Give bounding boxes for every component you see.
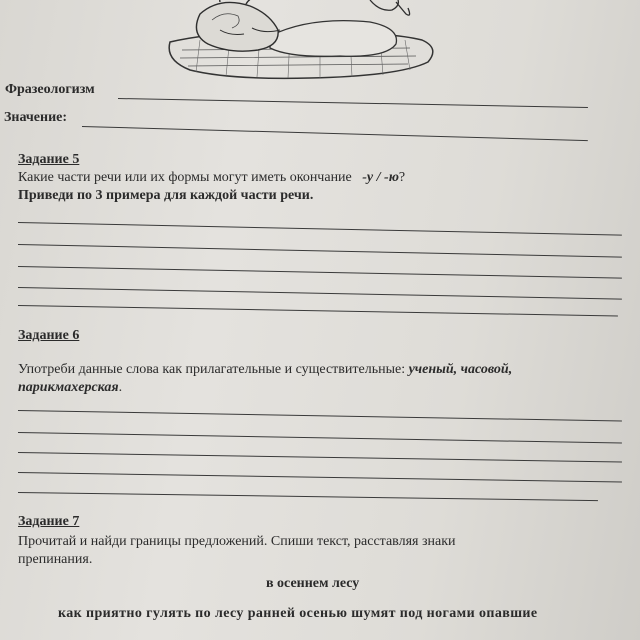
task5-answer-line[interactable]: [18, 305, 618, 316]
task5-endings: -у / -ю: [362, 170, 399, 185]
task5-instruction: Приведи по 3 примера для каждой части речи.: [18, 188, 314, 203]
task6-answer-line[interactable]: [18, 410, 622, 422]
task6-title: Задание 6: [18, 328, 80, 343]
task7-instruction-line2: препинания.: [18, 552, 93, 567]
task6-line1: [18, 362, 512, 378]
task6-instruction: Употреби данные слова как прилагательные и существительные:: [18, 362, 406, 377]
bunny-illustration: [160, 0, 460, 80]
task6-word-hairdresser: парикмахерская: [18, 380, 119, 395]
task6-answer-line[interactable]: [18, 452, 622, 462]
task7-instruction-line1: Прочитай и найди границы предложений. Спиши текст, расставляя знаки: [18, 534, 456, 549]
task6-answer-line[interactable]: [18, 432, 622, 444]
meaning-label: Значение:: [4, 110, 68, 125]
task7-text-line1: как приятно гулять по лесу ранней осенью шумят под ногами опавшие: [58, 606, 538, 621]
task6-answer-line[interactable]: [18, 492, 598, 501]
phraseologism-label: Фразеологизм: [5, 82, 95, 97]
task5-answer-line[interactable]: [18, 287, 622, 300]
task6-words: ученый, часовой,: [408, 362, 513, 377]
task7-text-title: в осеннем лесу: [266, 576, 360, 591]
task5-question-text: Какие части речи или их формы могут иметь окончание: [18, 170, 352, 185]
phraseologism-answer-line[interactable]: [118, 98, 588, 108]
task5-answer-line[interactable]: [18, 222, 622, 236]
task6-line2: [18, 380, 122, 396]
task5-title: Задание 5: [18, 152, 80, 167]
task6-answer-line[interactable]: [18, 472, 622, 482]
task5-question: [18, 170, 405, 186]
task5-question-mark: ?: [398, 170, 406, 185]
meaning-answer-line[interactable]: [82, 126, 588, 141]
task7-title: Задание 7: [18, 514, 80, 529]
task6-period: .: [118, 380, 123, 395]
task5-answer-line[interactable]: [18, 266, 622, 279]
task5-answer-line[interactable]: [18, 244, 622, 258]
